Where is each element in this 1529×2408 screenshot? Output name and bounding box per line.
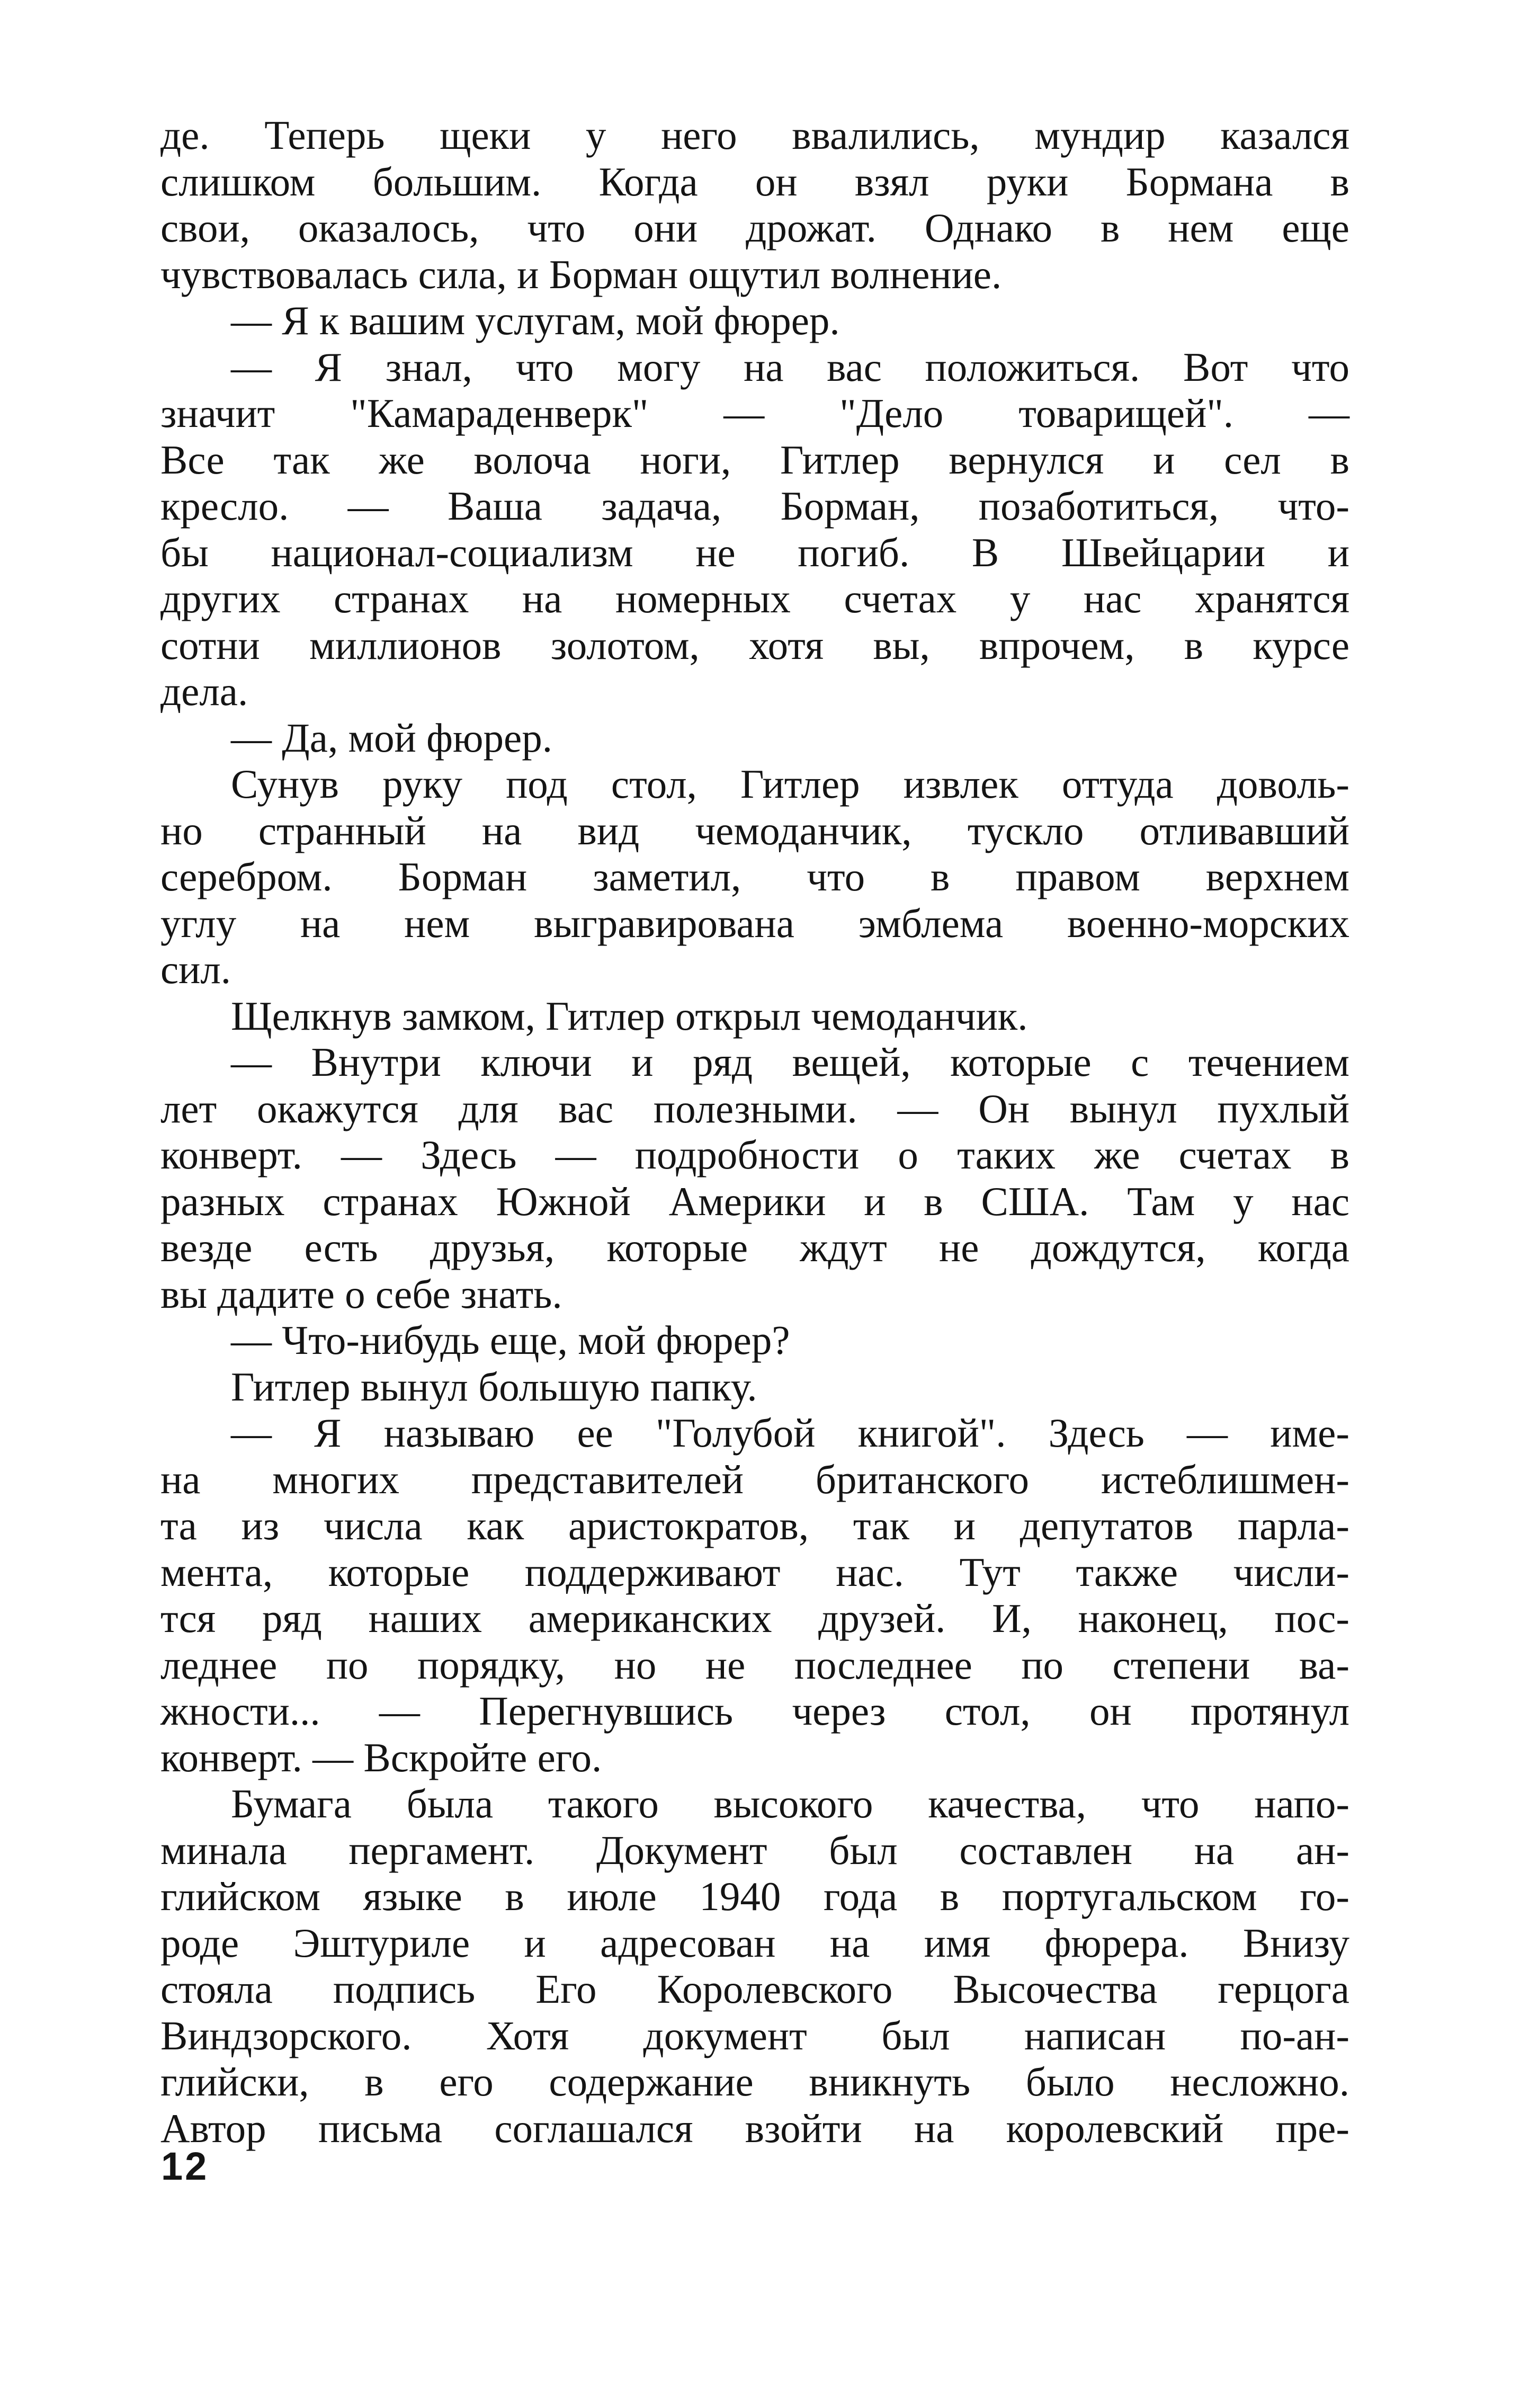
text-line: мента, которые поддерживают нас. Тут также числи- (160, 1549, 1349, 1595)
text-line: везде есть друзья, которые ждут не дождутся, когда (160, 1225, 1349, 1270)
text-line: бы национал-социализм не погиб. В Швейцарии и (160, 529, 1349, 575)
text-line: та из числа как аристократов, так и депутатов парла- (160, 1503, 1349, 1548)
text-line: жности... — Перегнувшись через стол, он протянул (160, 1688, 1349, 1734)
text-line: Автор письма соглашался взойти на королевский пре- (160, 2105, 1349, 2151)
text-line: свои, оказалось, что они дрожат. Однако в нем еще (160, 205, 1349, 251)
text-line: Бумага была такого высокого качества, что напо- (231, 1781, 1349, 1826)
text-line: но странный на вид чемоданчик, тускло отливавший (160, 807, 1349, 853)
text-line: других странах на номерных счетах у нас хранятся (160, 576, 1349, 621)
text-line: конверт. — Здесь — подробности о таких же счетах в (160, 1132, 1349, 1178)
text-line: глийском языке в июле 1940 года в португальском го- (160, 1874, 1349, 1919)
text-line: — Да, мой фюрер. (231, 715, 552, 761)
text-line: стояла подпись Его Королевского Высочества герцога (160, 1966, 1349, 2012)
text-line: — Внутри ключи и ряд вещей, которые с течением (231, 1039, 1349, 1085)
text-line: Гитлер вынул большую папку. (231, 1363, 757, 1410)
text-line: — Что-нибудь еще, мой фюрер? (231, 1317, 790, 1363)
text-line: — Я знал, что могу на вас положиться. Вот что (231, 344, 1349, 390)
text-line: глийски, в его содержание вникнуть было несложно. (160, 2059, 1349, 2104)
text-line: Виндзорского. Хотя документ был написан по-ан- (160, 2012, 1349, 2058)
text-line: серебром. Борман заметил, что в правом верхнем (160, 854, 1349, 899)
text-line: де. Теперь щеки у него ввалились, мундир казался (160, 112, 1349, 158)
text-line: Сунув руку под стол, Гитлер извлек оттуда доволь- (231, 761, 1349, 807)
text-line: чувствовалась сила, и Борман ощутил волнение. (160, 251, 1002, 297)
text-line: — Я к вашим услугам, мой фюрер. (231, 298, 840, 343)
text-line: Щелкнув замком, Гитлер открыл чемоданчик. (231, 993, 1028, 1039)
page-number: 12 (161, 2144, 209, 2188)
text-line: значит "Камараденверк" — "Дело товарищей". — (160, 390, 1349, 436)
text-line: леднее по порядку, но не последнее по степени ва- (160, 1642, 1349, 1688)
text-line: слишком большим. Когда он взял руки Бормана в (160, 158, 1349, 204)
text-line: разных странах Южной Америки и в США. Там у нас (160, 1178, 1349, 1224)
text-line: конверт. — Вскройте его. (160, 1734, 602, 1780)
body-text (160, 112, 1349, 2152)
text-line: — Я называю ее "Голубой книгой". Здесь — име- (231, 1410, 1349, 1456)
text-line: Все так же волоча ноги, Гитлер вернулся и сел в (160, 436, 1349, 483)
text-line: вы дадите о себе знать. (160, 1271, 562, 1317)
text-line: кресло. — Ваша задача, Борман, позаботиться, что- (160, 483, 1349, 529)
text-line: лет окажутся для вас полезными. — Он вынул пухлый (160, 1085, 1349, 1131)
text-line: роде Эштуриле и адресован на имя фюрера. Внизу (160, 1920, 1349, 1966)
text-line: на многих представителей британского истеблишмен- (160, 1456, 1349, 1502)
text-line: тся ряд наших американских друзей. И, наконец, пос- (160, 1595, 1349, 1641)
text-line: дела. (160, 668, 248, 714)
text-line: сотни миллионов золотом, хотя вы, впрочем, в курсе (160, 622, 1349, 668)
text-line: сил. (160, 947, 231, 992)
text-line: минала пергамент. Документ был составлен на ан- (160, 1827, 1349, 1873)
text-line: углу на нем выгравирована эмблема военно-морских (160, 900, 1349, 946)
